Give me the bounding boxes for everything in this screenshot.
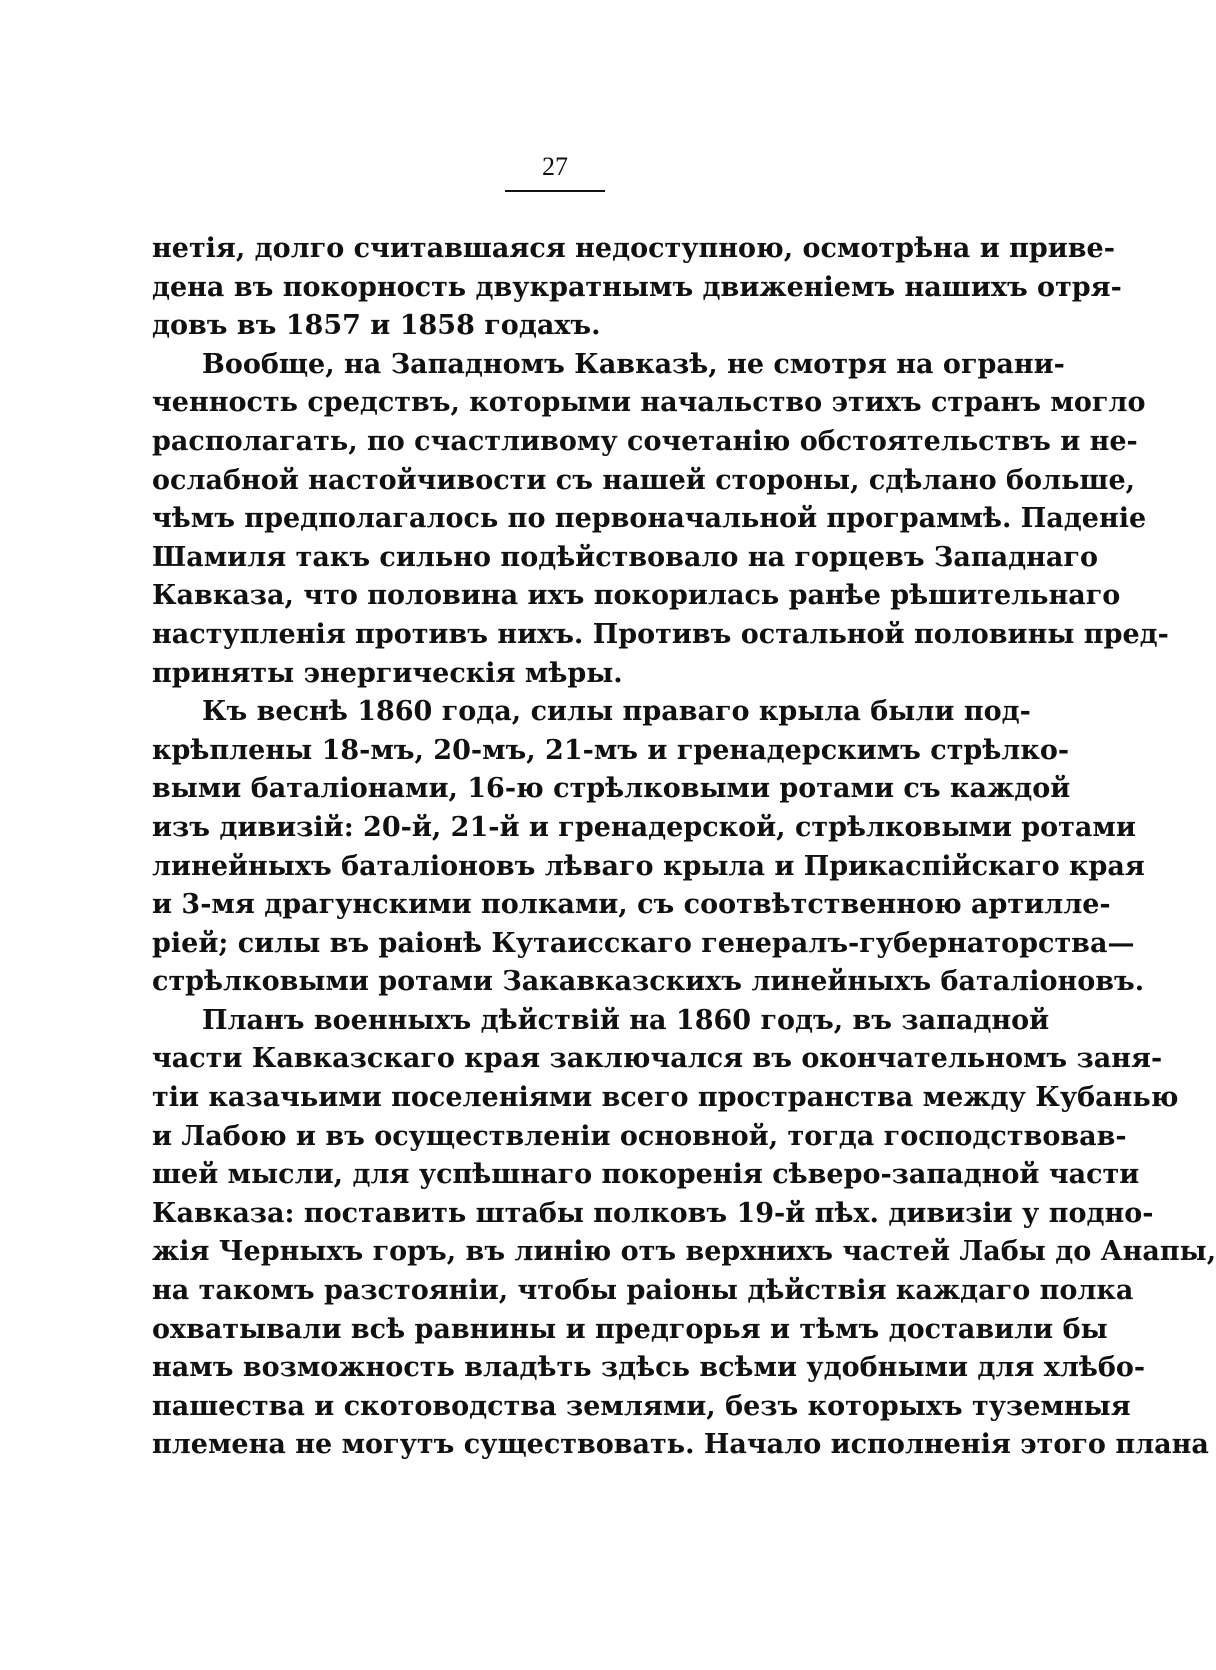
paragraph (152, 346, 1169, 693)
text-line: намъ возможность владѣть здѣсь всѣми удобными для хлѣбо- (152, 1352, 1146, 1384)
text-line: наступленія противъ нихъ. Противъ остальной половины пред- (152, 618, 1169, 650)
text-line: ослабной настойчивости съ нашей стороны, сдѣлано больше, (152, 464, 1136, 496)
text-line: охватывали всѣ равнины и предгорья и тѣмъ доставили бы (152, 1313, 1108, 1345)
text-line: пашества и скотоводства землями, безъ которыхъ туземныя (152, 1390, 1131, 1422)
text-line: жія Черныхъ горъ, въ линію отъ верхнихъ частей Лабы до Анапы, (152, 1236, 1216, 1268)
text-line: Вообще, на Западномъ Кавказѣ, не смотря на ограни- (202, 348, 1065, 380)
paragraph (152, 693, 1145, 1002)
text-line: крѣплены 18-мъ, 20-мъ, 21-мъ и гренадерскимъ стрѣлко- (152, 734, 1070, 766)
text-line: части Кавказскаго края заключался въ окончательномъ заня- (152, 1043, 1163, 1075)
text-line: довъ въ 1857 и 1858 годахъ. (152, 310, 601, 342)
text-line: чѣмъ предполагалось по первоначальной программѣ. Паденіе (152, 503, 1147, 535)
text-line: и Лабою и въ осуществленіи основной, тогда господствовав- (152, 1120, 1127, 1152)
text-line: линейныхъ баталіоновъ лѣваго крыла и Прикаспійскаго края (152, 850, 1145, 882)
text-line: располагать, по счастливому сочетанію обстоятельствъ и не- (152, 425, 1138, 457)
page-number: 27 (542, 152, 568, 181)
text-line: и 3-мя драгунскими полками, съ соотвѣтственною артилле- (152, 889, 1111, 921)
paragraph (152, 1002, 1216, 1465)
text-line: ріей; силы въ раіонѣ Кутаисскаго генералъ-губернаторства— (152, 927, 1135, 959)
text-line: Къ веснѣ 1860 года, силы праваго крыла были под- (202, 696, 1031, 728)
paragraph (152, 230, 1122, 346)
page-number-rule (505, 190, 605, 192)
text-line: на такомъ разстояніи, чтобы раіоны дѣйствія каждаго полка (152, 1275, 1134, 1307)
text-line: нетія, долго считавшаяся недоступною, осмотрѣна и приве- (152, 233, 1115, 264)
text-line: ченность средствъ, которыми начальство этихъ странъ могло (152, 387, 1146, 419)
text-line: изъ дивизій: 20-й, 21-й и гренадерской, стрѣлковыми ротами (152, 811, 1136, 843)
text-line: дена въ покорность двукратнымъ движеніемъ нашихъ отря- (152, 271, 1122, 303)
body-text (152, 230, 1216, 1465)
text-line: стрѣлковыми ротами Закавказскихъ линейныхъ баталіоновъ. (152, 966, 1145, 998)
text-line: приняты энергическія мѣры. (152, 657, 623, 689)
text-line: Кавказа: поставить штабы полковъ 19-й пѣх. дивизіи у подно- (152, 1197, 1154, 1229)
text-line: Планъ военныхъ дѣйствій на 1860 годъ, въ западной (202, 1004, 1050, 1036)
text-line: тіи казачьими поселеніями всего пространства между Кубанью (152, 1082, 1179, 1114)
text-line: шей мысли, для успѣшнаго покоренія сѣверо-западной части (152, 1159, 1140, 1191)
text-line: племена не могутъ существовать. Начало исполненія этого плана (152, 1429, 1209, 1461)
text-line: Шамиля такъ сильно подѣйствовало на горцевъ Западнаго (152, 541, 1098, 573)
text-line: Кавказа, что половина ихъ покорилась ранѣе рѣшительнаго (152, 580, 1121, 612)
text-line: выми баталіонами, 16-ю стрѣлковыми ротами съ каждой (152, 773, 1071, 805)
